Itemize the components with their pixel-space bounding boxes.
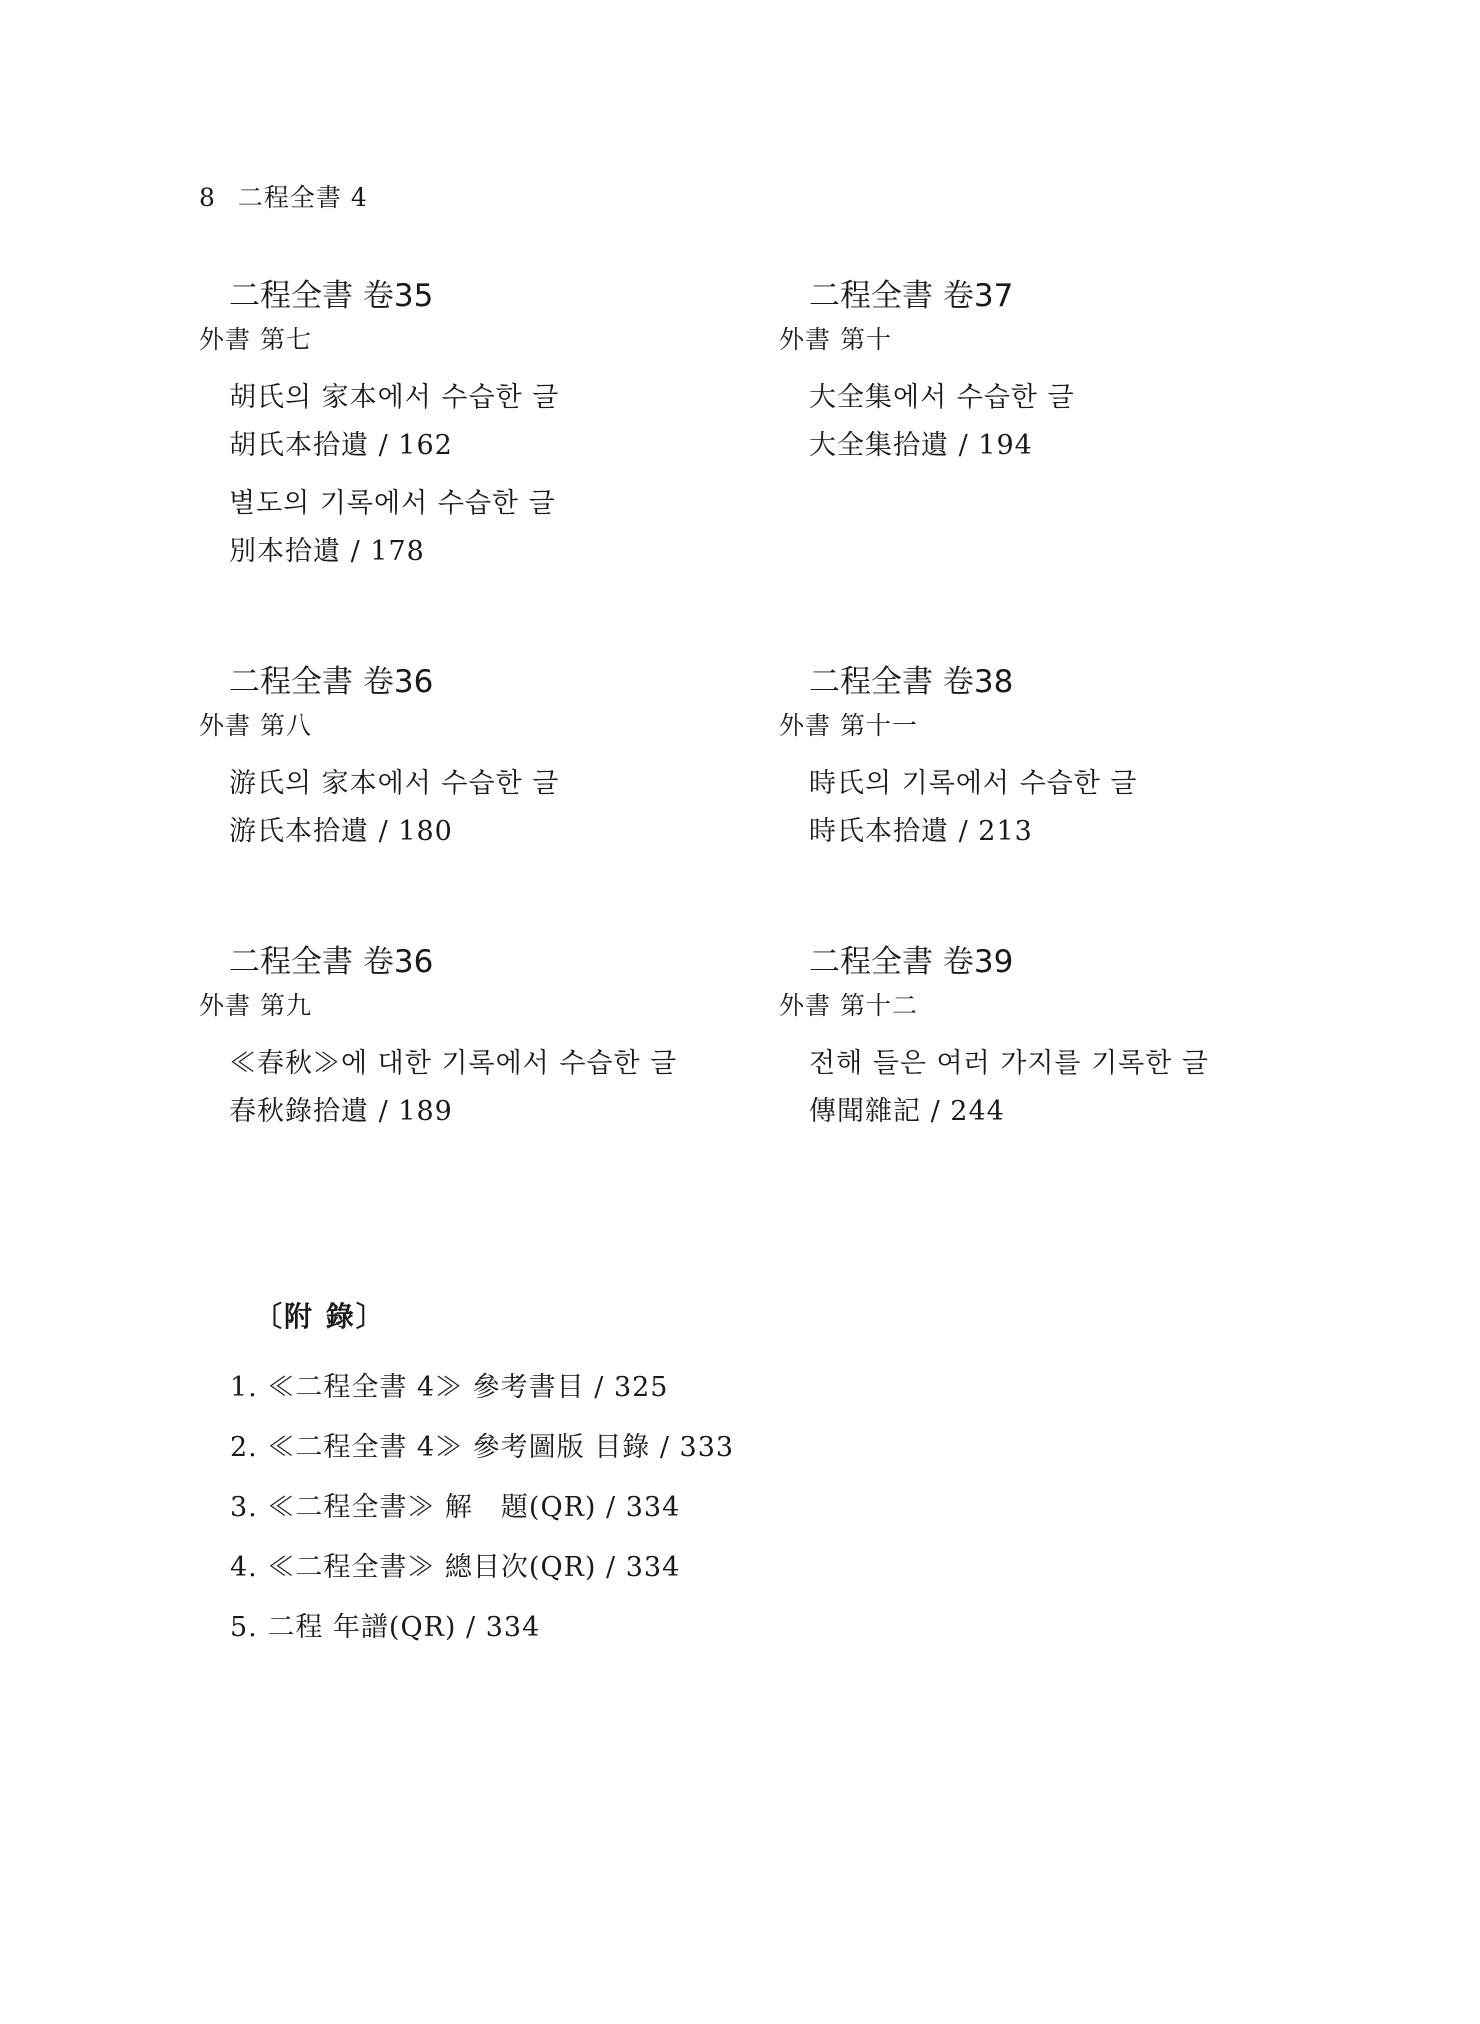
entry-korean-title: 전해 들은 여러 가지를 기록한 글 — [809, 1048, 1209, 1079]
toc-entry[interactable] — [809, 1040, 1339, 1136]
toc-entry[interactable] — [229, 374, 759, 470]
entry-korean-title: 游氏의 家本에서 수습한 글 — [229, 768, 560, 799]
volume-title: 二程全書 卷36 — [229, 664, 434, 700]
page-number: 8 — [199, 183, 216, 212]
book-title: 二程全書 4 — [237, 183, 368, 212]
appendix-item[interactable]: 5. 二程 年譜(QR) / 334 — [230, 1612, 541, 1643]
entry-hanja-title-page: 大全集拾遺 / 194 — [809, 430, 1033, 461]
toc-block-vol38 — [779, 658, 1339, 866]
entry-korean-title: 胡氏의 家本에서 수습한 글 — [229, 382, 560, 413]
toc-entry[interactable] — [229, 480, 759, 576]
section-label: 外書 第十二 — [779, 991, 918, 1020]
section-label: 外書 第八 — [199, 711, 312, 740]
toc-entry[interactable] — [809, 760, 1339, 856]
entry-hanja-title-page: 別本拾遺 / 178 — [229, 536, 425, 567]
section-label: 外書 第十 — [779, 325, 892, 354]
appendix-item[interactable]: 2. ≪二程全書 4≫ 參考圖版 目錄 / 333 — [230, 1432, 735, 1463]
entry-hanja-title-page: 游氏本拾遺 / 180 — [229, 816, 453, 847]
volume-title: 二程全書 卷39 — [809, 944, 1014, 980]
appendix-section — [230, 1292, 1030, 1658]
appendix-heading: 〔附 錄〕 — [254, 1300, 386, 1333]
toc-entry[interactable] — [809, 374, 1339, 470]
volume-title: 二程全書 卷38 — [809, 664, 1014, 700]
appendix-item[interactable]: 4. ≪二程全書≫ 總目次(QR) / 334 — [230, 1552, 681, 1583]
entry-hanja-title-page: 傳聞雜記 / 244 — [809, 1096, 1005, 1127]
entry-korean-title: ≪春秋≫에 대한 기록에서 수습한 글 — [229, 1048, 678, 1079]
section-label: 外書 第九 — [199, 991, 312, 1020]
toc-block-vol39 — [779, 938, 1339, 1146]
volume-title: 二程全書 卷35 — [229, 278, 434, 314]
entry-hanja-title-page: 胡氏本拾遺 / 162 — [229, 430, 453, 461]
volume-title: 二程全書 卷37 — [809, 278, 1014, 314]
section-label: 外書 第十一 — [779, 711, 918, 740]
toc-entry[interactable] — [229, 1040, 759, 1136]
toc-block-vol36-8 — [199, 658, 759, 866]
toc-entry[interactable] — [229, 760, 759, 856]
appendix-item[interactable]: 1. ≪二程全書 4≫ 參考書目 / 325 — [230, 1372, 669, 1403]
toc-block-vol37 — [779, 272, 1339, 480]
running-head — [199, 178, 368, 214]
section-label: 外書 第七 — [199, 325, 312, 354]
volume-title: 二程全書 卷36 — [229, 944, 434, 980]
entry-hanja-title-page: 春秋錄拾遺 / 189 — [229, 1096, 453, 1127]
toc-block-vol36-9 — [199, 938, 759, 1146]
toc-block-vol35 — [199, 272, 759, 586]
entry-korean-title: 時氏의 기록에서 수습한 글 — [809, 768, 1138, 799]
appendix-item[interactable]: 3. ≪二程全書≫ 解 題(QR) / 334 — [230, 1492, 681, 1523]
entry-korean-title: 大全集에서 수습한 글 — [809, 382, 1075, 413]
entry-hanja-title-page: 時氏本拾遺 / 213 — [809, 816, 1033, 847]
entry-korean-title: 별도의 기록에서 수습한 글 — [229, 488, 556, 519]
